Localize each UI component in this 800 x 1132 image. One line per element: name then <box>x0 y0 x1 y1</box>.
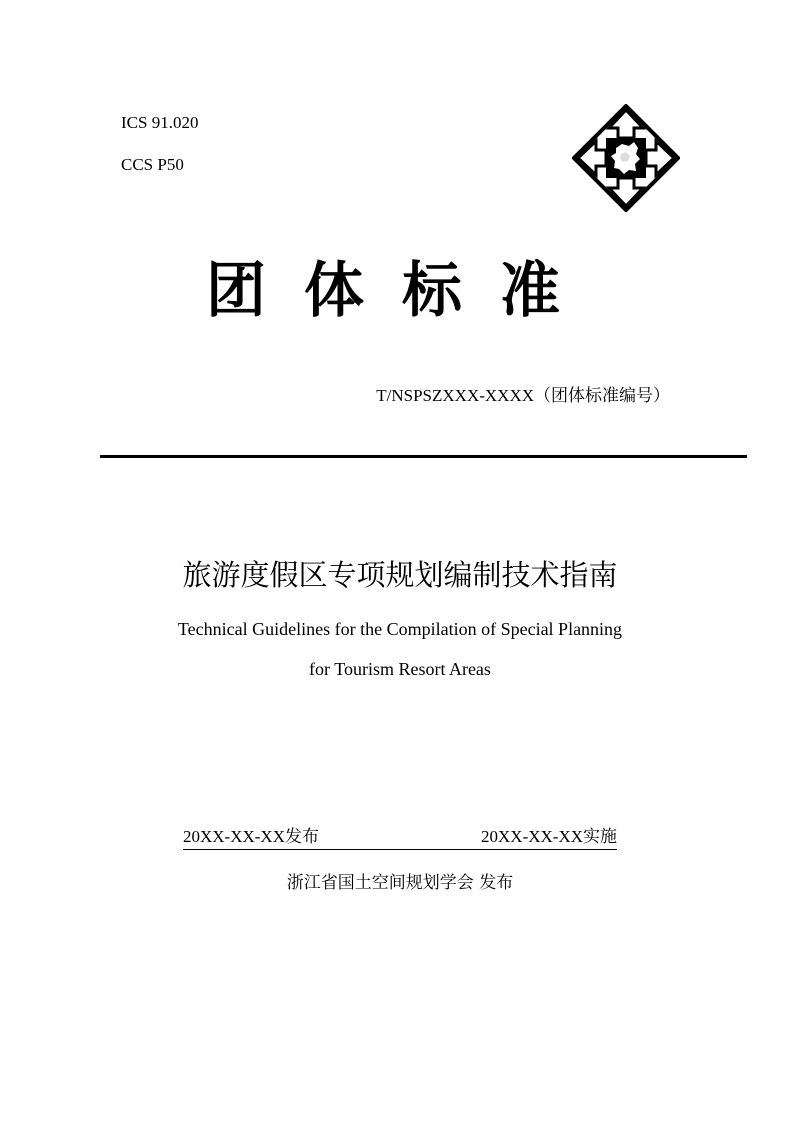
dates-row <box>183 825 617 850</box>
publisher: 浙江省国土空间规划学会 发布 <box>286 873 514 893</box>
ccs-code: CCS P50 <box>121 155 184 174</box>
main-title: 团体标准 <box>206 256 598 326</box>
document-title-zh: 旅游度假区专项规划编制技术指南 <box>182 558 618 592</box>
document-title-en-line1: Technical Guidelines for the Compilation of Special Planning <box>177 619 623 639</box>
standard-number: T/NSPSZXXX-XXXX（团体标准编号） <box>376 386 670 405</box>
publish-date: 20XX-XX-XX发布 <box>183 827 319 846</box>
document-title-en-line2: for Tourism Resort Areas <box>309 659 491 679</box>
header-divider <box>100 455 747 458</box>
association-emblem-icon <box>572 104 680 212</box>
implement-date: 20XX-XX-XX实施 <box>481 827 617 846</box>
ics-code: ICS 91.020 <box>121 113 199 132</box>
